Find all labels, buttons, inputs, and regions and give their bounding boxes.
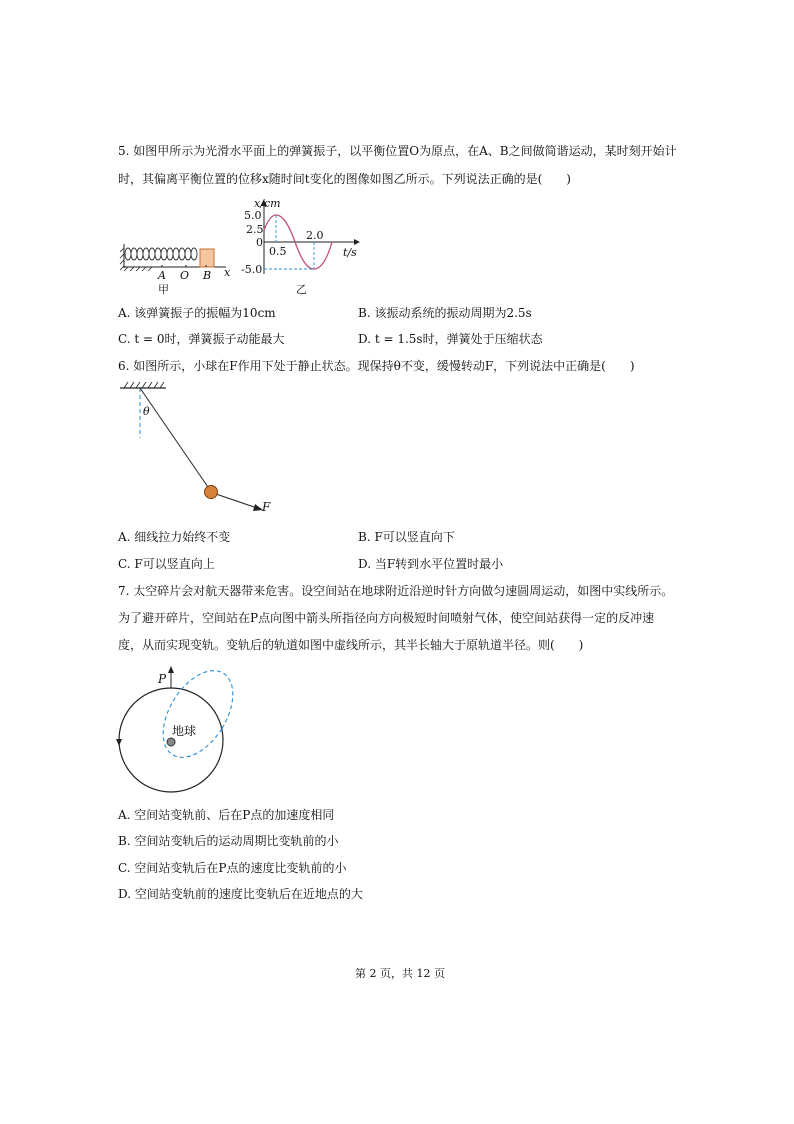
earth	[167, 738, 175, 746]
q7-stem-line2: 为了避开碎片，空间站在P点向图中箭头所指径向方向极短时间喷射气体，使空间站获得一定的反冲速	[118, 611, 655, 625]
q7-option-d: D. 空间站变轨前的速度比变轨后在近地点的大	[118, 887, 363, 901]
label-O: O	[180, 269, 190, 282]
F-label: F	[262, 500, 271, 514]
string	[140, 388, 210, 490]
q6-option-c: C. F可以竖直向上	[118, 557, 215, 571]
P-label: P	[158, 672, 167, 686]
q5-option-d: D. t = 1.5s时，弹簧处于压缩状态	[358, 332, 543, 346]
q6-stem: 6. 如图所示，小球在F作用下处于静止状态。现保持θ不变，缓慢转动F，下列说法中正确是( )	[118, 359, 635, 373]
x-axis-label: t/s	[343, 246, 357, 259]
q7-option-a: A. 空间站变轨前、后在P点的加速度相同	[118, 808, 335, 822]
x-tick-2.0: 2.0	[306, 229, 324, 242]
q5-stem-line1: 5. 如图甲所示为光滑水平面上的弹簧振子，以平衡位置O为原点，在A、B之间做简谐运动，某时刻开始计	[118, 144, 677, 158]
caption-yi: 乙	[296, 283, 307, 296]
q7-stem-line1: 7. 太空碎片会对航天器带来危害。设空间站在地球附近沿逆时针方向做匀速圆周运动，如图中实线所示。	[118, 584, 674, 598]
label-A: A	[158, 269, 166, 282]
caption-jia: 甲	[158, 283, 169, 296]
y-tick-5: 5.0	[244, 209, 262, 222]
q5-stem-line2: 时，其偏离平衡位置的位移x随时间t变化的图像如图乙所示。下列说法正确的是( )	[118, 172, 571, 186]
q5-option-a: A. 该弹簧振子的振幅为10cm	[118, 306, 276, 320]
q5-option-c: C. t = 0时，弹簧振子动能最大	[118, 332, 285, 346]
q5-figure-jia	[118, 238, 238, 298]
label-B: B	[203, 269, 212, 282]
y-tick-2.5: 2.5	[246, 223, 264, 236]
q7-option-b: B. 空间站变轨后的运动周期比变轨前的小	[118, 834, 339, 848]
q7-option-c: C. 空间站变轨后在P点的速度比变轨前的小	[118, 861, 347, 875]
oscillator-block	[200, 249, 214, 267]
earth-label: 地球	[172, 724, 197, 738]
q6-option-a: A. 细线拉力始终不变	[118, 530, 231, 544]
q7-stem-line3: 度，从而实现变轨。变轨后的轨道如图中虚线所示，其半长轴大于原轨道半径。则( )	[118, 638, 584, 652]
page-footer: 第 2 页，共 12 页	[355, 967, 445, 980]
theta-label: θ	[143, 405, 150, 418]
q6-figure	[118, 378, 288, 518]
spring-coil	[125, 248, 197, 260]
y-axis-label: x/cm	[254, 197, 281, 210]
force-F	[213, 493, 260, 509]
q5-option-b: B. 该振动系统的振动周期为2.5s	[358, 306, 532, 320]
label-x: x	[224, 266, 231, 279]
y-tick-neg5: -5.0	[241, 263, 263, 276]
x-tick-0.5: 0.5	[269, 245, 287, 258]
q6-option-b: B. F可以竖直向下	[358, 530, 455, 544]
q6-option-d: D. 当F转到水平位置时最小	[358, 557, 504, 571]
y-tick-0: 0	[256, 236, 263, 249]
ball	[205, 486, 218, 499]
